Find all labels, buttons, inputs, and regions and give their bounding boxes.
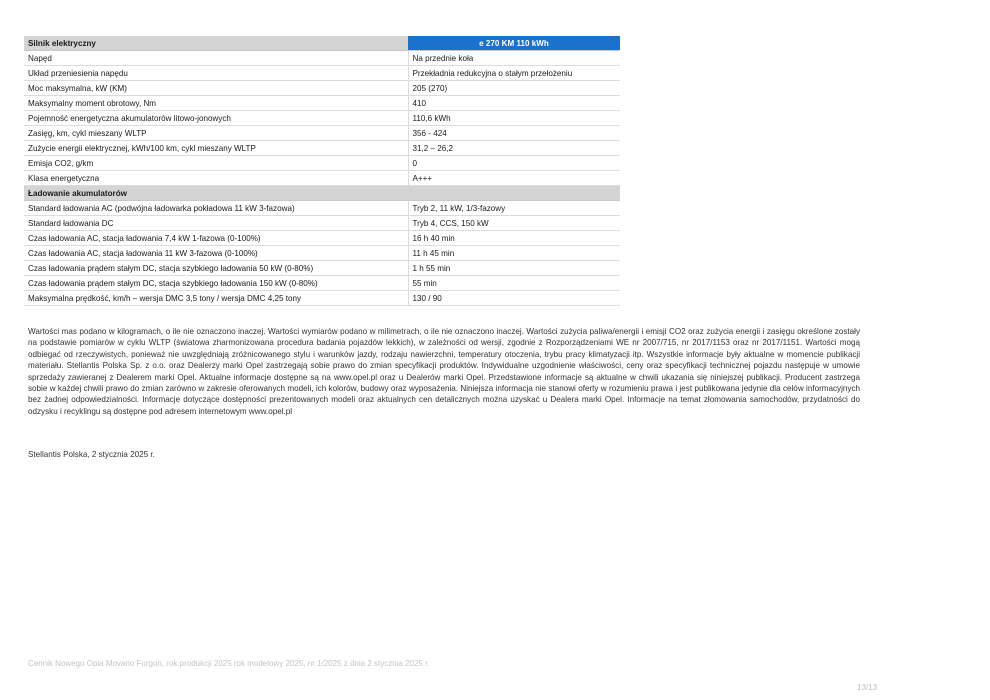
row-value: 130 / 90 xyxy=(408,291,620,306)
row-value: Przekładnia redukcyjna o stałym przełożeniu xyxy=(408,66,620,81)
row-label: Standard ładowania DC xyxy=(24,216,408,231)
row-value: 205 (270) xyxy=(408,81,620,96)
table-row xyxy=(24,66,620,81)
table-row xyxy=(24,96,620,111)
row-label: Zużycie energii elektrycznej, kWh/100 km, cykl mieszany WLTP xyxy=(24,141,408,156)
row-label: Czas ładowania AC, stacja ładowania 11 kW 3-fazowa (0-100%) xyxy=(24,246,408,261)
version-header: e 270 KM 110 kWh xyxy=(408,36,620,51)
row-value: 0 xyxy=(408,156,620,171)
section-title: Ładowanie akumulatorów xyxy=(24,186,408,201)
row-label: Czas ładowania prądem stałym DC, stacja szybkiego ładowania 50 kW (0-80%) xyxy=(24,261,408,276)
table-row xyxy=(24,126,620,141)
publisher-signature: Stellantis Polska, 2 stycznia 2025 r. xyxy=(28,450,155,459)
row-value: 55 min xyxy=(408,276,620,291)
table-row xyxy=(24,111,620,126)
row-value: Tryb 4, CCS, 150 kW xyxy=(408,216,620,231)
footer-note: Cennik Nowego Opla Movano Furgon, rok produkcji 2025 rok modelowy 2025, nr 1/2025 z dnia 2 stycznia 2025 r. xyxy=(28,659,430,668)
section-header-electric-motor xyxy=(24,36,620,51)
table-row xyxy=(24,201,620,216)
row-value: 356 - 424 xyxy=(408,126,620,141)
table-row xyxy=(24,291,620,306)
table-row xyxy=(24,216,620,231)
row-value: 31,2 – 26,2 xyxy=(408,141,620,156)
row-value: 410 xyxy=(408,96,620,111)
row-label: Czas ładowania AC, stacja ładowania 7,4 kW 1-fazowa (0-100%) xyxy=(24,231,408,246)
row-label: Pojemność energetyczna akumulatorów litowo-jonowych xyxy=(24,111,408,126)
row-label: Maksymalna prędkość, km/h – wersja DMC 3,5 tony / wersja DMC 4,25 tony xyxy=(24,291,408,306)
table-row xyxy=(24,81,620,96)
row-value: Na przednie koła xyxy=(408,51,620,66)
legal-disclaimer: Wartości mas podano w kilogramach, o ile nie oznaczono inaczej. Wartości wymiarów podano w milimetrach, o ile nie oznaczono inaczej. Wartości zużycia paliwa/energii i emisji CO2 oraz zużycia energii i zasięgu określone zostały na podstawie pomiarów w cyklu WLTP (światowa zharmonizowana procedura badania pojazdów lekkich), w zależności od wersji, zgodnie z Rozporządzeniami WE nr 2007/715, nr 2017/1153 oraz nr 2017/1151. Wartości mogą odbiegać od rzeczywistych, ponieważ nie uwzględniają zróżnicowanego stylu i warunków jazdy, rodzaju nawierzchni, temperatury otoczenia, trybu pracy klimatyzacji itp. Wszystkie informacje były aktualne w momencie publikacji materiału. Stellantis Polska Sp. z o.o. oraz Dealerzy marki Opel zastrzegają sobie prawo do zmian specyfikacji produktów. Indywidualne uzgodnienie właściwości, ceny oraz specyfikacji technicznej pojazdu następuje w umowie sprzedaży zawieranej z Dealerem marki Opel. Aktualne informacje dostępne są na www.opel.pl oraz u Dealerów marki Opel. Przedstawione informacje są aktualne w chwili ukazania się niniejszej publikacji. Producent zastrzega sobie w każdej chwili prawo do zmian zarówno w zakresie oferowanych modeli, ich kolorów, budowy oraz wyposażenia. Niniejsza informacja nie stanowi oferty w rozumieniu prawa i jest publikowana jedynie dla celów informacyjnych bez żadnej odpowiedzialności. Informacje dotyczące dostępności prezentowanych modeli oraz aktualnych cen detalicznych można uzyskać u Dealera marki Opel. Informacje na temat złomowania samochodów, przydatności do odzysku i recyklingu są dostępne pod adresem internetowym www.opel.pl xyxy=(28,327,860,416)
table-row xyxy=(24,156,620,171)
table-row xyxy=(24,246,620,261)
table-row xyxy=(24,51,620,66)
spec-table xyxy=(24,36,620,306)
row-label: Czas ładowania prądem stałym DC, stacja szybkiego ładowania 150 kW (0-80%) xyxy=(24,276,408,291)
table-row xyxy=(24,261,620,276)
page-number: 13/13 xyxy=(857,683,878,692)
row-value: 16 h 40 min xyxy=(408,231,620,246)
row-value: Tryb 2, 11 kW, 1/3-fazowy xyxy=(408,201,620,216)
row-label: Napęd xyxy=(24,51,408,66)
table-row xyxy=(24,141,620,156)
row-value: 1 h 55 min xyxy=(408,261,620,276)
row-label: Moc maksymalna, kW (KM) xyxy=(24,81,408,96)
section-title: Silnik elektryczny xyxy=(24,36,408,51)
table-row xyxy=(24,231,620,246)
row-value: 110,6 kWh xyxy=(408,111,620,126)
row-value: A+++ xyxy=(408,171,620,186)
section-filler xyxy=(408,186,620,201)
row-label: Emisja CO2, g/km xyxy=(24,156,408,171)
row-label: Zasięg, km, cykl mieszany WLTP xyxy=(24,126,408,141)
table-row xyxy=(24,276,620,291)
row-label: Układ przeniesienia napędu xyxy=(24,66,408,81)
row-label: Maksymalny moment obrotowy, Nm xyxy=(24,96,408,111)
row-label: Standard ładowania AC (podwójna ładowarka pokładowa 11 kW 3-fazowa) xyxy=(24,201,408,216)
row-value: 11 h 45 min xyxy=(408,246,620,261)
row-label: Klasa energetyczna xyxy=(24,171,408,186)
section-header-charging xyxy=(24,186,620,201)
table-row xyxy=(24,171,620,186)
